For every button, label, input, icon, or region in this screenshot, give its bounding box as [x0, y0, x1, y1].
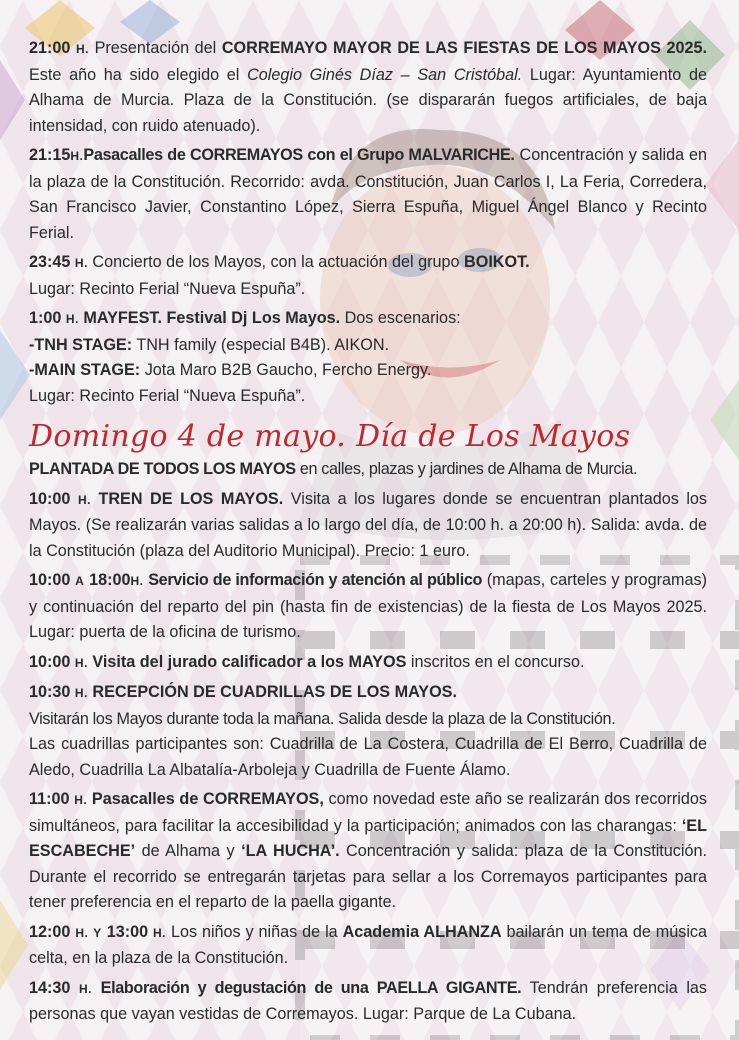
event-time: 21:15	[29, 146, 71, 164]
time-unit: H.	[65, 312, 79, 326]
event-plantada	[29, 457, 707, 483]
event-title: Servicio de información y atención al público	[148, 571, 483, 589]
event-text: Las cuadrillas participantes son: Cuadrilla de La Costera, Cuadrilla de El Berro, Cuadrilla de Aledo, Cuadrilla La Albatalía-Arboleja y Cuadrilla de Fuente Álamo.	[29, 735, 707, 779]
event-paella	[29, 976, 707, 1028]
event-2345	[29, 250, 707, 302]
event-title: Pasacalles de CORREMAYOS,	[91, 790, 324, 808]
charanga-name: ‘EL ESCABECHE’	[29, 816, 707, 860]
event-text: Concentración y salida: plaza de la Constitución. Durante el recorrido se entregarán tarjetas para sellar a los Corremayos participantes para tener preferencia en el reparto de la paella gigante.	[29, 842, 707, 911]
event-text: Este año ha sido elegido el	[29, 65, 248, 84]
time-unit: H.	[130, 574, 144, 588]
event-text: Dos escenarios:	[340, 309, 461, 327]
event-honoree: Colegio Ginés Díaz – San Cristóbal.	[247, 65, 523, 84]
event-time: 10:30	[29, 683, 71, 701]
event-time: 11:00	[29, 790, 70, 808]
time-unit: H.	[74, 686, 88, 700]
stage-label: -TNH STAGE:	[29, 335, 133, 354]
time-unit: H.	[74, 793, 88, 807]
stage-label: -MAIN STAGE:	[29, 361, 141, 379]
time-unit: H.	[79, 981, 93, 996]
event-text: Concentración y salida en la plaza de la Constitución. Recorrido: avda. Constitución, Juan Carlos I, La Feria, Corredera, San Francisco Javier, Constantino López, Sierra Espuña, Miguel Ángel Blanco y Recinto Ferial.	[29, 146, 708, 242]
event-place: Lugar: Recinto Ferial “Nueva Espuña”.	[29, 386, 306, 405]
event-title: RECEPCIÓN DE CUADRILLAS DE LOS MAYOS.	[92, 683, 457, 701]
event-title: Elaboración y degustación de una PAELLA GIGANTE.	[100, 978, 522, 997]
event-cuadrillas	[29, 680, 707, 783]
event-text: en calles, plazas y jardines de Alhama de Murcia.	[295, 460, 638, 478]
day-heading: Domingo 4 de mayo. Día de Los Mayos	[29, 419, 631, 454]
event-text: bailarán un tema de música celta, en la plaza de la Constitución.	[29, 922, 708, 967]
event-title: MAYFEST. Festival Dj Los Mayos.	[83, 309, 341, 327]
event-time: 10:00	[29, 652, 71, 671]
event-time: 23:45	[29, 253, 71, 271]
event-text: inscritos en el concurso.	[406, 652, 585, 671]
event-title: Visita del jurado calificador a los MAYOS	[92, 652, 407, 671]
event-jurado	[29, 650, 707, 677]
event-title: PLANTADA DE TODOS LOS MAYOS	[29, 460, 296, 478]
event-title: CORREMAYO MAYOR DE LAS FIESTAS DE LOS MAYOS 2025.	[221, 39, 708, 57]
event-place: Lugar: Recinto Ferial “Nueva Espuña”.	[29, 279, 306, 298]
event-tren	[29, 487, 707, 565]
program-content	[29, 36, 707, 1028]
event-text: Visita a los lugares donde se encuentran plantados los Mayos. (Se realizarán varias salidas a lo largo del día, de 10:00 h. a 20:00 h). Salida: avda. de la Constitución (plaza del Auditorio Municipal). Precio: 1 euro.	[29, 489, 708, 560]
event-text: de Alhama y	[135, 842, 242, 860]
event-text: Concierto de los Mayos, con la actuación del grupo	[92, 253, 465, 271]
stage-lineup: TNH family (especial B4B). AIKON.	[132, 335, 390, 354]
event-text: Presentación del	[94, 39, 222, 57]
event-time: 10:00	[29, 489, 71, 508]
time-unit: H.	[75, 925, 89, 940]
event-title: TREN DE LOS MAYOS.	[98, 489, 284, 508]
event-title: Academia ALHANZA	[342, 922, 502, 941]
event-informacion	[29, 568, 707, 646]
event-time: 21:00	[29, 39, 71, 57]
event-pasacalles	[29, 787, 707, 916]
event-text: Tendrán preferencia las personas que vayan vestidas de Corremayos. Lugar: Parque de La Cubana.	[29, 978, 708, 1023]
time-conjunction: Y	[93, 925, 102, 940]
event-text: (mapas, carteles y programas) y continuación del reparto del pin (hasta fin de existencias) de la fiesta de Los Mayos 2025. Lugar: puerta de la oficina de turismo.	[29, 571, 708, 641]
time-unit: A	[75, 574, 85, 588]
time-unit: H.	[153, 925, 167, 940]
charanga-name: ‘LA HUCHA’.	[241, 842, 340, 860]
event-time: 10:00	[29, 571, 71, 589]
event-2115	[29, 143, 707, 246]
stage-lineup: Jota Maro B2B Gaucho, Fercho Energy.	[140, 361, 432, 379]
event-time: 14:30	[29, 978, 71, 997]
event-time-second: 13:00	[106, 922, 149, 941]
event-time-end: 18:00	[89, 571, 131, 589]
time-unit: H.	[76, 42, 89, 56]
event-time: 1:00	[29, 309, 62, 327]
event-0100	[29, 306, 707, 409]
event-text: Los niños y niñas de la	[170, 922, 343, 941]
event-text: Visitarán los Mayos durante toda la mañana. Salida desde la plaza de la Constitución.	[29, 709, 616, 728]
event-title: Pasacalles de CORREMAYOS con el Grupo MALVARICHE.	[83, 146, 515, 164]
time-unit: H.	[74, 655, 88, 670]
time-unit: H.	[74, 256, 88, 270]
event-alhanza	[29, 920, 707, 972]
event-text: Lugar: Ayuntamiento de Alhama de Murcia. Plaza de la Constitución. (se dispararán fuegos artificiales, de baja intensidad, con ruido atenuado).	[29, 65, 707, 135]
time-unit: H.	[70, 149, 84, 163]
time-unit: H.	[77, 492, 91, 507]
event-2100	[29, 36, 707, 139]
event-text: como novedad este año se realizarán dos recorridos simultáneos, para facilitar la accesibilidad y la participación; animados con las charangas:	[29, 790, 707, 835]
event-title: BOIKOT.	[464, 253, 530, 271]
event-time: 12:00	[29, 922, 71, 941]
